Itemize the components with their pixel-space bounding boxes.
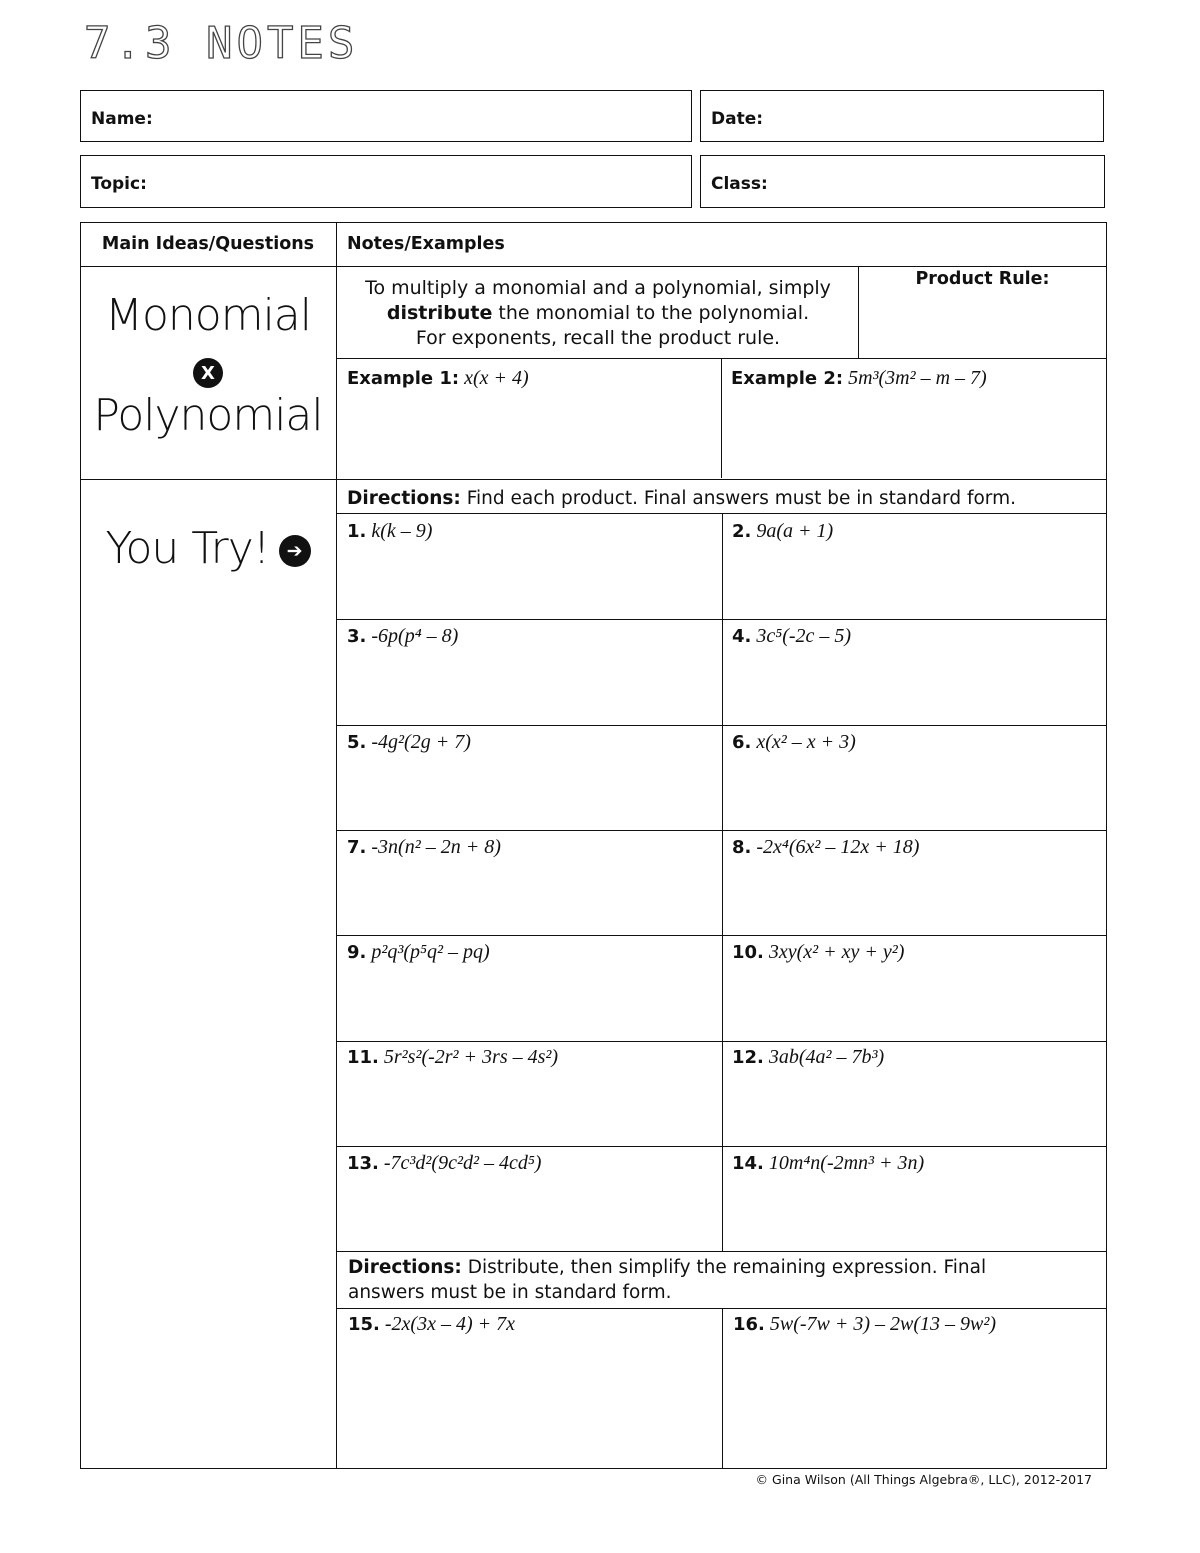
problem-expression: 5r²s²(-2r² + 3rs – 4s²) <box>383 1046 559 1068</box>
problem-2 <box>732 520 833 543</box>
directions-text: Distribute, then simplify the remaining expression. Final answers must be in standard form. <box>348 1257 987 1303</box>
problem-expression: -3n(n² – 2n + 8) <box>371 836 501 858</box>
example-expression: x(x + 4) <box>464 367 529 389</box>
problems2-divider <box>722 1308 723 1469</box>
row-line <box>336 725 1107 726</box>
problem-7 <box>347 836 501 859</box>
problem-expression: 3c⁵(-2c – 5) <box>756 625 852 647</box>
example-label: Example 2: <box>731 368 844 389</box>
problem-11 <box>347 1046 558 1069</box>
topic-polynomial: Polynomial <box>93 390 323 441</box>
notes-examples-header: Notes/Examples <box>347 234 505 254</box>
problem-number: 7. <box>347 837 367 858</box>
topic-field[interactable] <box>80 155 692 208</box>
problem-expression: -4g²(2g + 7) <box>371 731 471 753</box>
directions-label: Directions: <box>347 488 461 509</box>
class-field[interactable] <box>700 155 1105 208</box>
problem-expression: p²q³(p⁵q² – pq) <box>371 941 490 963</box>
problem-10 <box>732 941 904 964</box>
directions-1 <box>347 486 1016 511</box>
row-line <box>336 1146 1107 1147</box>
intro-line2-rest: the monomial to the polynomial. <box>492 302 810 324</box>
name-field[interactable] <box>80 90 692 142</box>
problem-expression: 3xy(x² + xy + y²) <box>768 941 905 963</box>
example-label: Example 1: <box>347 368 460 389</box>
directions-text: Find each product. Final answers must be in standard form. <box>466 488 1016 509</box>
problem-number: 5. <box>347 732 367 753</box>
problem-number: 10. <box>732 942 764 963</box>
problem-expression: -2x(3x – 4) + 7x <box>384 1313 515 1335</box>
class-label: Class: <box>711 174 768 194</box>
problem-number: 2. <box>732 521 752 542</box>
notes-header-line <box>336 266 1107 267</box>
times-icon: X <box>193 358 223 388</box>
directions-label: Directions: <box>348 1257 462 1278</box>
problem-number: 3. <box>347 626 367 647</box>
topic-label: Topic: <box>91 174 147 194</box>
problem-number: 14. <box>732 1153 764 1174</box>
problem-14 <box>732 1152 924 1175</box>
problem-3 <box>347 625 458 648</box>
directions2-line <box>336 1308 1107 1309</box>
name-label: Name: <box>91 109 153 129</box>
column-divider <box>336 222 337 1469</box>
problem-16 <box>733 1313 996 1336</box>
intro-line2 <box>338 301 858 326</box>
row-line <box>336 619 1107 620</box>
problem-number: 15. <box>348 1314 380 1335</box>
example-expression: 5m³(3m² – m – 7) <box>848 367 987 389</box>
row-line <box>336 1041 1107 1042</box>
problem-1 <box>347 520 432 543</box>
directions-line <box>336 513 1107 514</box>
problem-6 <box>732 731 856 754</box>
product-rule-label: Product Rule: <box>915 269 1050 289</box>
intro-line3: For exponents, recall the product rule. <box>415 327 781 349</box>
example-1 <box>347 367 529 390</box>
problem-expression: x(x² – x + 3) <box>756 731 856 753</box>
problem-expression: k(k – 9) <box>371 520 433 542</box>
problem-number: 8. <box>732 837 752 858</box>
problem-4 <box>732 625 851 648</box>
page-title: 7.3 NOTES <box>84 18 359 69</box>
problems-divider <box>722 513 723 1251</box>
topic-monomial: Monomial <box>105 290 311 341</box>
problem-expression: 5w(-7w + 3) – 2w(13 – 9w²) <box>769 1313 997 1335</box>
problem-number: 6. <box>732 732 752 753</box>
row-line <box>336 830 1107 831</box>
problem-expression: 9a(a + 1) <box>756 520 834 542</box>
problem-expression: 10m⁴n(-2mn³ + 3n) <box>768 1152 925 1174</box>
intro-text <box>338 276 858 351</box>
problem-expression: -6p(p⁴ – 8) <box>371 625 459 647</box>
problem-number: 13. <box>347 1153 379 1174</box>
problem-number: 16. <box>733 1314 765 1335</box>
problem-expression: -2x⁴(6x² – 12x + 18) <box>756 836 920 858</box>
problem-15 <box>348 1313 515 1336</box>
problem-expression: 3ab(4a² – 7b³) <box>768 1046 885 1068</box>
problem-9 <box>347 941 490 964</box>
copyright-footer: © Gina Wilson (All Things Algebra®, LLC), 2012-2017 <box>755 1472 1092 1487</box>
problem-13 <box>347 1152 541 1175</box>
left-header-line <box>80 266 336 267</box>
examples-divider <box>721 358 722 478</box>
problem-12 <box>732 1046 884 1069</box>
problem-number: 12. <box>732 1047 764 1068</box>
row-line <box>336 1251 1107 1252</box>
example-2 <box>731 367 987 390</box>
section-line <box>80 479 1107 480</box>
main-ideas-header: Main Ideas/Questions <box>101 234 315 254</box>
problem-number: 11. <box>347 1047 379 1068</box>
intro-bold: distribute <box>386 302 493 324</box>
problem-8 <box>732 836 919 859</box>
you-try-label: You Try! <box>105 523 270 574</box>
arrow-right-icon: ➔ <box>279 535 311 567</box>
directions-2 <box>348 1255 1048 1305</box>
times-symbol <box>80 358 336 388</box>
you-try-block <box>80 523 336 574</box>
problem-number: 1. <box>347 521 367 542</box>
date-label: Date: <box>711 109 764 129</box>
intro-bottom-line <box>336 358 1107 359</box>
problem-number: 9. <box>347 942 367 963</box>
intro-line1: To multiply a monomial and a polynomial, simply <box>365 277 831 299</box>
problem-5 <box>347 731 471 754</box>
date-field[interactable] <box>700 90 1104 142</box>
problem-number: 4. <box>732 626 752 647</box>
problem-expression: -7c³d²(9c²d² – 4cd⁵) <box>383 1152 542 1174</box>
row-line <box>336 935 1107 936</box>
